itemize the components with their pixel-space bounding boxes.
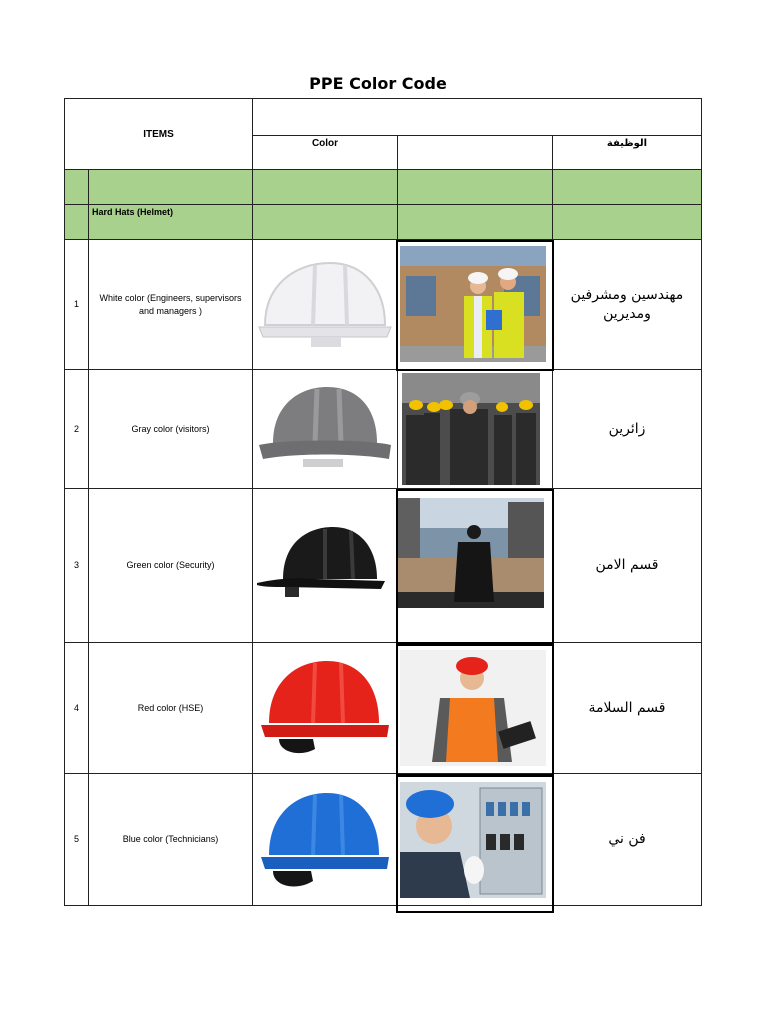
section-label-cell	[88, 204, 253, 240]
green-cell	[552, 169, 702, 205]
row-description-text: Red color (HSE)	[137, 702, 204, 713]
items-header-label: ITEMS	[143, 128, 174, 140]
row-number-text: 3	[73, 560, 79, 570]
green-cell	[397, 169, 553, 205]
job-arabic	[552, 369, 702, 489]
black-helmet-icon	[255, 521, 395, 611]
security-photo	[398, 498, 544, 608]
row-description	[88, 239, 253, 370]
helmet-image-cell	[252, 773, 398, 906]
green-cell	[88, 169, 253, 205]
ppe-table	[64, 98, 702, 906]
color-header	[252, 135, 398, 170]
job-arabic-text: فن ني	[608, 831, 646, 847]
row-description	[88, 488, 253, 643]
row-description	[88, 369, 253, 489]
row-number	[64, 773, 89, 906]
row-description-text: Gray color (visitors)	[131, 423, 210, 434]
header-empty-cell	[397, 135, 553, 170]
row-number	[64, 642, 89, 774]
job-arabic	[552, 239, 702, 370]
helmet-image-cell	[252, 369, 398, 489]
job-arabic-text: مهندسين ومشرفين ومديرين	[570, 286, 684, 322]
row-description-text: White color (Engineers, supervisors and managers )	[99, 292, 242, 316]
green-cell	[552, 204, 702, 240]
green-cell	[64, 169, 89, 205]
green-cell	[64, 204, 89, 240]
job-arabic-text: قسم الامن	[595, 557, 659, 573]
row-number	[64, 488, 89, 643]
white-helmet-icon	[255, 255, 395, 355]
green-cell	[397, 204, 553, 240]
helmet-image-cell	[252, 239, 398, 370]
header-merged-cell	[252, 98, 702, 136]
helmet-image-cell	[252, 642, 398, 774]
hse-photo	[400, 650, 546, 766]
row-number-text: 5	[73, 834, 79, 844]
row-number	[64, 369, 89, 489]
engineers-photo	[400, 246, 546, 362]
row-number-text: 2	[73, 423, 79, 434]
job-arabic	[552, 488, 702, 643]
job-arabic	[552, 642, 702, 774]
page-title: PPE Color Code	[309, 74, 447, 93]
row-description-text: Green color (Security)	[126, 560, 215, 570]
technician-photo	[400, 782, 546, 898]
helmet-image-cell	[252, 488, 398, 643]
job-header-label: الوظيفة	[606, 138, 648, 149]
row-description	[88, 642, 253, 774]
row-description	[88, 773, 253, 906]
job-arabic-text: زائرين	[608, 420, 646, 437]
job-arabic-text: قسم السلامة	[588, 699, 666, 716]
color-header-label: Color	[311, 138, 339, 149]
row-number	[64, 239, 89, 370]
red-helmet-icon	[255, 653, 395, 763]
row-description-text: Blue color (Technicians)	[122, 834, 219, 844]
green-cell	[252, 204, 398, 240]
gray-helmet-icon	[255, 379, 395, 479]
items-header	[64, 98, 253, 170]
green-cell	[252, 169, 398, 205]
blue-helmet-icon	[255, 785, 395, 895]
visitors-photo	[402, 373, 540, 485]
job-arabic	[552, 773, 702, 906]
job-header	[552, 135, 702, 170]
row-number-text: 1	[73, 299, 79, 309]
row-number-text: 4	[73, 702, 79, 713]
section-label: Hard Hats (Helmet)	[92, 207, 174, 217]
